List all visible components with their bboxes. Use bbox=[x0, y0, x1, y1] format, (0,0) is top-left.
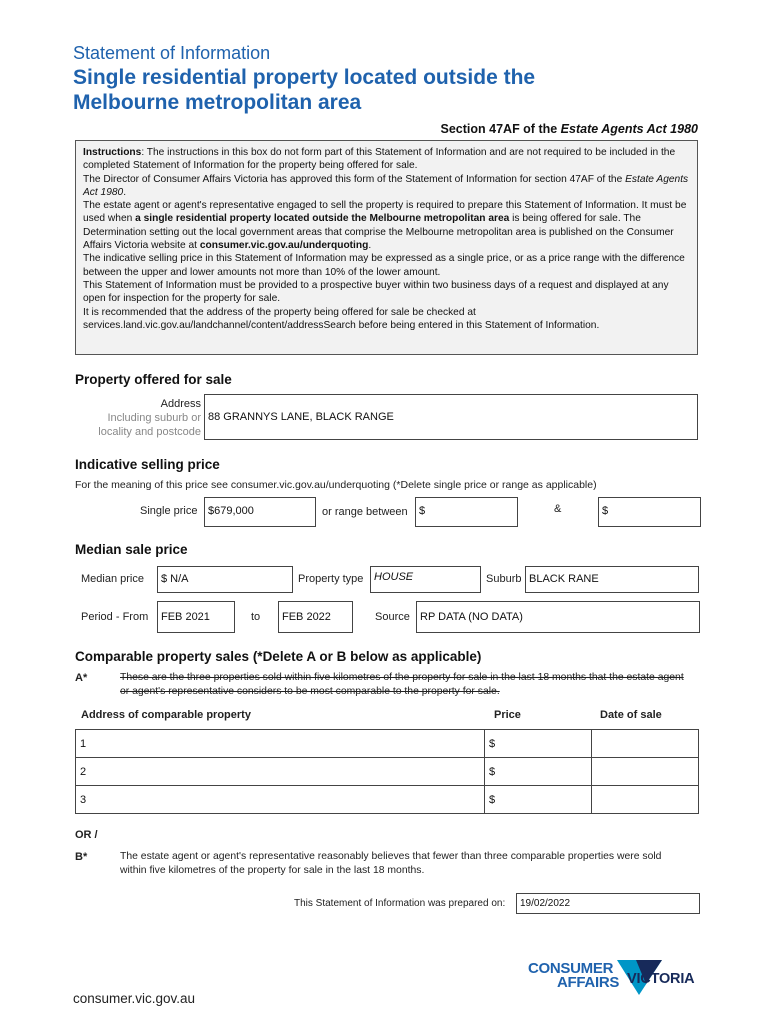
property-heading: Property offered for sale bbox=[75, 372, 232, 387]
option-b-label: B* bbox=[75, 851, 88, 863]
range-ampersand: & bbox=[554, 503, 562, 515]
underquoting-link[interactable]: consumer.vic.gov.au/underquoting bbox=[199, 240, 369, 252]
comparable-date-2[interactable] bbox=[592, 758, 699, 786]
table-row bbox=[76, 758, 699, 786]
single-price-field[interactable]: $679,000 bbox=[204, 497, 316, 527]
instructions-p3b: is being offered for sale. The Determination setting out the local government areas that comprise the Melbourne metropolitan area is published on the Consumer Affairs Victoria website at bbox=[83, 213, 674, 252]
prepared-date-field[interactable]: 19/02/2022 bbox=[516, 893, 700, 914]
form-title-line1: Single residential property located outside the bbox=[73, 66, 536, 89]
section-act: Estate Agents Act 1980 bbox=[560, 122, 698, 136]
form-supertitle: Statement of Information bbox=[73, 43, 271, 63]
instructions-p4: The indicative selling price in this Statement of Information may be expressed as a single price, or as a price range with the difference between the upper and lower amounts not more than 10% of the lower amount. bbox=[83, 253, 685, 278]
table-row bbox=[76, 730, 699, 758]
instructions-p6: It is recommended that the address of the property being offered for sale be checked at services.land.vic.gov.au/landchannel/content/addressSearch before being entered in this Statement of Information. bbox=[83, 306, 600, 331]
instructions-label: Instructions bbox=[83, 147, 142, 158]
col-date-header: Date of sale bbox=[600, 709, 662, 721]
table-row bbox=[76, 786, 699, 814]
instructions-p3a: The estate agent or agent's representative engaged to sell the property is required to prepare this Statement of Information. It must be used when bbox=[83, 200, 687, 225]
consumer-affairs-victoria-logo bbox=[528, 957, 708, 1007]
address-label-3: locality and postcode bbox=[98, 426, 201, 438]
range-high-field[interactable]: $ bbox=[598, 497, 701, 527]
comparable-date-1[interactable] bbox=[592, 730, 699, 758]
comparable-price-1[interactable]: $ bbox=[485, 730, 592, 758]
instructions-p1: : The instructions in this box do not form part of this Statement of Information and are not required to be included in the completed Statement of Information for the property being offered for sale. bbox=[83, 147, 676, 172]
property-type-field[interactable]: HOUSE bbox=[370, 566, 481, 593]
period-to-field[interactable]: FEB 2022 bbox=[278, 601, 353, 633]
instructions-p3-bold: a single residential property located outside the Melbourne metropolitan area bbox=[135, 213, 510, 225]
or-label: OR / bbox=[75, 829, 98, 841]
suburb-label: Suburb bbox=[486, 573, 522, 585]
option-a-label: A* bbox=[75, 672, 88, 684]
range-label: or range between bbox=[322, 506, 408, 518]
selling-price-note: For the meaning of this price see consumer.vic.gov.au/underquoting (*Delete single price or range as applicable) bbox=[75, 479, 597, 491]
property-type-label: Property type bbox=[298, 573, 364, 585]
period-from-field[interactable]: FEB 2021 bbox=[157, 601, 235, 633]
logo-line-affairs: AFFAIRS bbox=[557, 974, 620, 991]
comparable-address-2[interactable]: 2 bbox=[76, 758, 485, 786]
comparable-table bbox=[75, 729, 699, 814]
comparable-date-3[interactable] bbox=[592, 786, 699, 814]
section-prefix: Section 47AF of the bbox=[440, 122, 561, 136]
source-label: Source bbox=[375, 611, 410, 623]
address-label-2: Including suburb or bbox=[107, 412, 201, 424]
logo-line-consumer: CONSUMER bbox=[528, 960, 614, 977]
suburb-field[interactable]: BLACK RANE bbox=[525, 566, 699, 593]
median-heading: Median sale price bbox=[75, 542, 188, 557]
logo-line-victoria: VICTORIA bbox=[627, 971, 695, 987]
option-b-text: The estate agent or agent's representative reasonably believes that fewer than three comparable properties were sold within five kilometres of the property for sale in the last 18 months. bbox=[120, 851, 662, 876]
prepared-label: This Statement of Information was prepared on: bbox=[294, 898, 506, 909]
instructions-p5: This Statement of Information must be provided to a prospective buyer within two business days of a request and displayed at any open for inspection for the property for sale. bbox=[83, 279, 669, 305]
median-price-field[interactable]: $ N/A bbox=[157, 566, 293, 593]
median-price-label: Median price bbox=[81, 573, 144, 585]
address-label bbox=[75, 397, 201, 439]
period-from-label: Period - From bbox=[81, 611, 149, 623]
option-a-text: These are the three properties sold within five kilometres of the property for sale in the last 18 months that the estate agent or agent's representative considers to be most comparable to the property for sale. bbox=[120, 672, 684, 697]
footer-url[interactable]: consumer.vic.gov.au bbox=[73, 991, 196, 1006]
comparable-price-2[interactable]: $ bbox=[485, 758, 592, 786]
period-to-label: to bbox=[251, 611, 261, 623]
single-price-label: Single price bbox=[140, 505, 198, 517]
comparable-address-3[interactable]: 3 bbox=[76, 786, 485, 814]
selling-price-heading: Indicative selling price bbox=[75, 457, 220, 472]
instructions-box bbox=[75, 140, 698, 355]
comparable-heading: Comparable property sales (*Delete A or B below as applicable) bbox=[75, 649, 482, 664]
comparable-price-3[interactable]: $ bbox=[485, 786, 592, 814]
instructions-p3c: . bbox=[368, 240, 372, 252]
section-reference bbox=[441, 122, 698, 136]
instructions-p2b: . bbox=[123, 186, 127, 198]
source-field[interactable]: RP DATA (NO DATA) bbox=[416, 601, 700, 633]
address-field[interactable]: 88 GRANNYS LANE, BLACK RANGE bbox=[204, 394, 698, 440]
instructions-p2-act: Estate Agents Act 1980 bbox=[83, 173, 689, 198]
form-title-line2: Melbourne metropolitan area bbox=[73, 91, 362, 114]
comparable-address-1[interactable]: 1 bbox=[76, 730, 485, 758]
col-address-header: Address of comparable property bbox=[81, 709, 251, 721]
address-label-1: Address bbox=[160, 398, 201, 410]
instructions-p2a: The Director of Consumer Affairs Victoria has approved this form of the Statement of Information for section 47AF of the bbox=[83, 173, 626, 185]
range-low-field[interactable]: $ bbox=[415, 497, 518, 527]
col-price-header: Price bbox=[494, 709, 521, 721]
